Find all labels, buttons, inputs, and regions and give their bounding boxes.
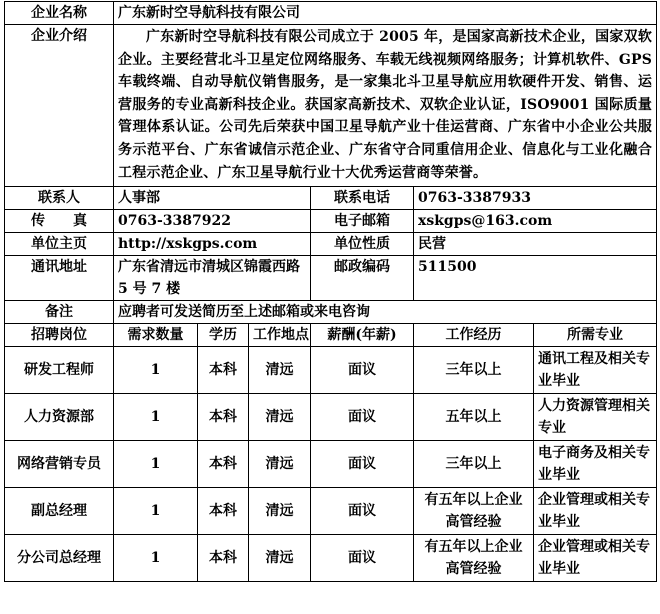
job-count: 1	[114, 488, 198, 535]
job-position: 网络营销专员	[5, 441, 114, 488]
job-experience: 五年以上	[414, 394, 534, 441]
job-position: 副总经理	[5, 488, 114, 535]
note-label: 备注	[5, 301, 114, 324]
note-row	[5, 301, 657, 324]
contact-person-value: 人事部	[114, 187, 311, 210]
job-experience: 三年以上	[414, 441, 534, 488]
job-education: 本科	[198, 347, 249, 394]
company-name-label: 企业名称	[5, 2, 114, 25]
job-location: 清远	[249, 535, 311, 582]
nature-value: 民营	[414, 233, 657, 256]
job-experience: 三年以上	[414, 347, 534, 394]
job-salary: 面议	[311, 441, 414, 488]
table-row	[5, 441, 657, 488]
table-row	[5, 488, 657, 535]
job-count: 1	[114, 394, 198, 441]
table-row	[5, 347, 657, 394]
job-experience: 有五年以上企业高管经验	[414, 488, 534, 535]
header-major: 所需专业	[534, 324, 657, 347]
company-name-row	[5, 2, 657, 25]
job-salary: 面议	[311, 535, 414, 582]
job-major: 企业管理或相关专业毕业	[534, 488, 657, 535]
job-salary: 面议	[311, 347, 414, 394]
header-education: 学历	[198, 324, 249, 347]
job-position: 分公司总经理	[5, 535, 114, 582]
job-location: 清远	[249, 488, 311, 535]
job-salary: 面议	[311, 394, 414, 441]
job-count: 1	[114, 535, 198, 582]
job-salary: 面议	[311, 488, 414, 535]
contact-person-row	[5, 187, 657, 210]
postcode-label: 邮政编码	[311, 256, 414, 301]
fax-value: 0763-3387922	[114, 210, 311, 233]
company-intro-label: 企业介绍	[5, 25, 114, 187]
company-intro-row	[5, 25, 657, 187]
email-value: xskgps@163.com	[414, 210, 657, 233]
job-position: 人力资源部	[5, 394, 114, 441]
job-education: 本科	[198, 488, 249, 535]
address-row	[5, 256, 657, 301]
nature-label: 单位性质	[311, 233, 414, 256]
header-position: 招聘岗位	[5, 324, 114, 347]
header-experience: 工作经历	[414, 324, 534, 347]
job-count: 1	[114, 347, 198, 394]
table-row	[5, 535, 657, 582]
job-major: 通讯工程及相关专业毕业	[534, 347, 657, 394]
job-count: 1	[114, 441, 198, 488]
note-value: 应聘者可发送简历至上述邮箱或来电咨询	[114, 301, 657, 324]
table-row	[5, 394, 657, 441]
job-position: 研发工程师	[5, 347, 114, 394]
header-location: 工作地点	[249, 324, 311, 347]
contact-phone-value: 0763-3387933	[414, 187, 657, 210]
job-major: 人力资源管理相关专业	[534, 394, 657, 441]
company-name-value: 广东新时空导航科技有限公司	[114, 2, 657, 25]
fax-row	[5, 210, 657, 233]
homepage-value: http://xskgps.com	[114, 233, 311, 256]
header-count: 需求数量	[114, 324, 198, 347]
job-education: 本科	[198, 535, 249, 582]
company-intro-value: 广东新时空导航科技有限公司成立于 2005 年，是国家高新技术企业，国家双软企业。主要经营北斗卫星定位网络服务、车载无线视频网络服务；计算机软件、GPS 车载终端、自动导航仪销售服务，是一家集北斗卫星导航应用软硬件开发、销售、运营服务的专业高新科技企业。获国家高新技术、双软企业认证，ISO9001 国际质量管理体系认证。公司先后荣获中国卫星导航产业十佳运营商、广东省中小企业公共服务示范平台、广东省诚信示范企业、广东省守合同重信用企业、信息化与工业化融合工程示范企业、广东卫星导航行业十大优秀运营商等荣誉。	[114, 25, 657, 187]
postcode-value: 511500	[414, 256, 657, 301]
job-major: 企业管理或相关专业毕业	[534, 535, 657, 582]
homepage-label: 单位主页	[5, 233, 114, 256]
jobs-header-row	[5, 324, 657, 347]
job-location: 清远	[249, 441, 311, 488]
recruitment-table	[4, 1, 657, 582]
contact-person-label: 联系人	[5, 187, 114, 210]
fax-label: 传 真	[5, 210, 114, 233]
job-location: 清远	[249, 347, 311, 394]
contact-phone-label: 联系电话	[311, 187, 414, 210]
job-location: 清远	[249, 394, 311, 441]
address-label: 通讯地址	[5, 256, 114, 301]
job-major: 电子商务及相关专业毕业	[534, 441, 657, 488]
job-education: 本科	[198, 394, 249, 441]
header-salary: 薪酬(年薪)	[311, 324, 414, 347]
job-experience: 有五年以上企业高管经验	[414, 535, 534, 582]
address-value: 广东省清远市清城区锦霞西路 5 号 7 楼	[114, 256, 311, 301]
homepage-row	[5, 233, 657, 256]
job-education: 本科	[198, 441, 249, 488]
email-label: 电子邮箱	[311, 210, 414, 233]
